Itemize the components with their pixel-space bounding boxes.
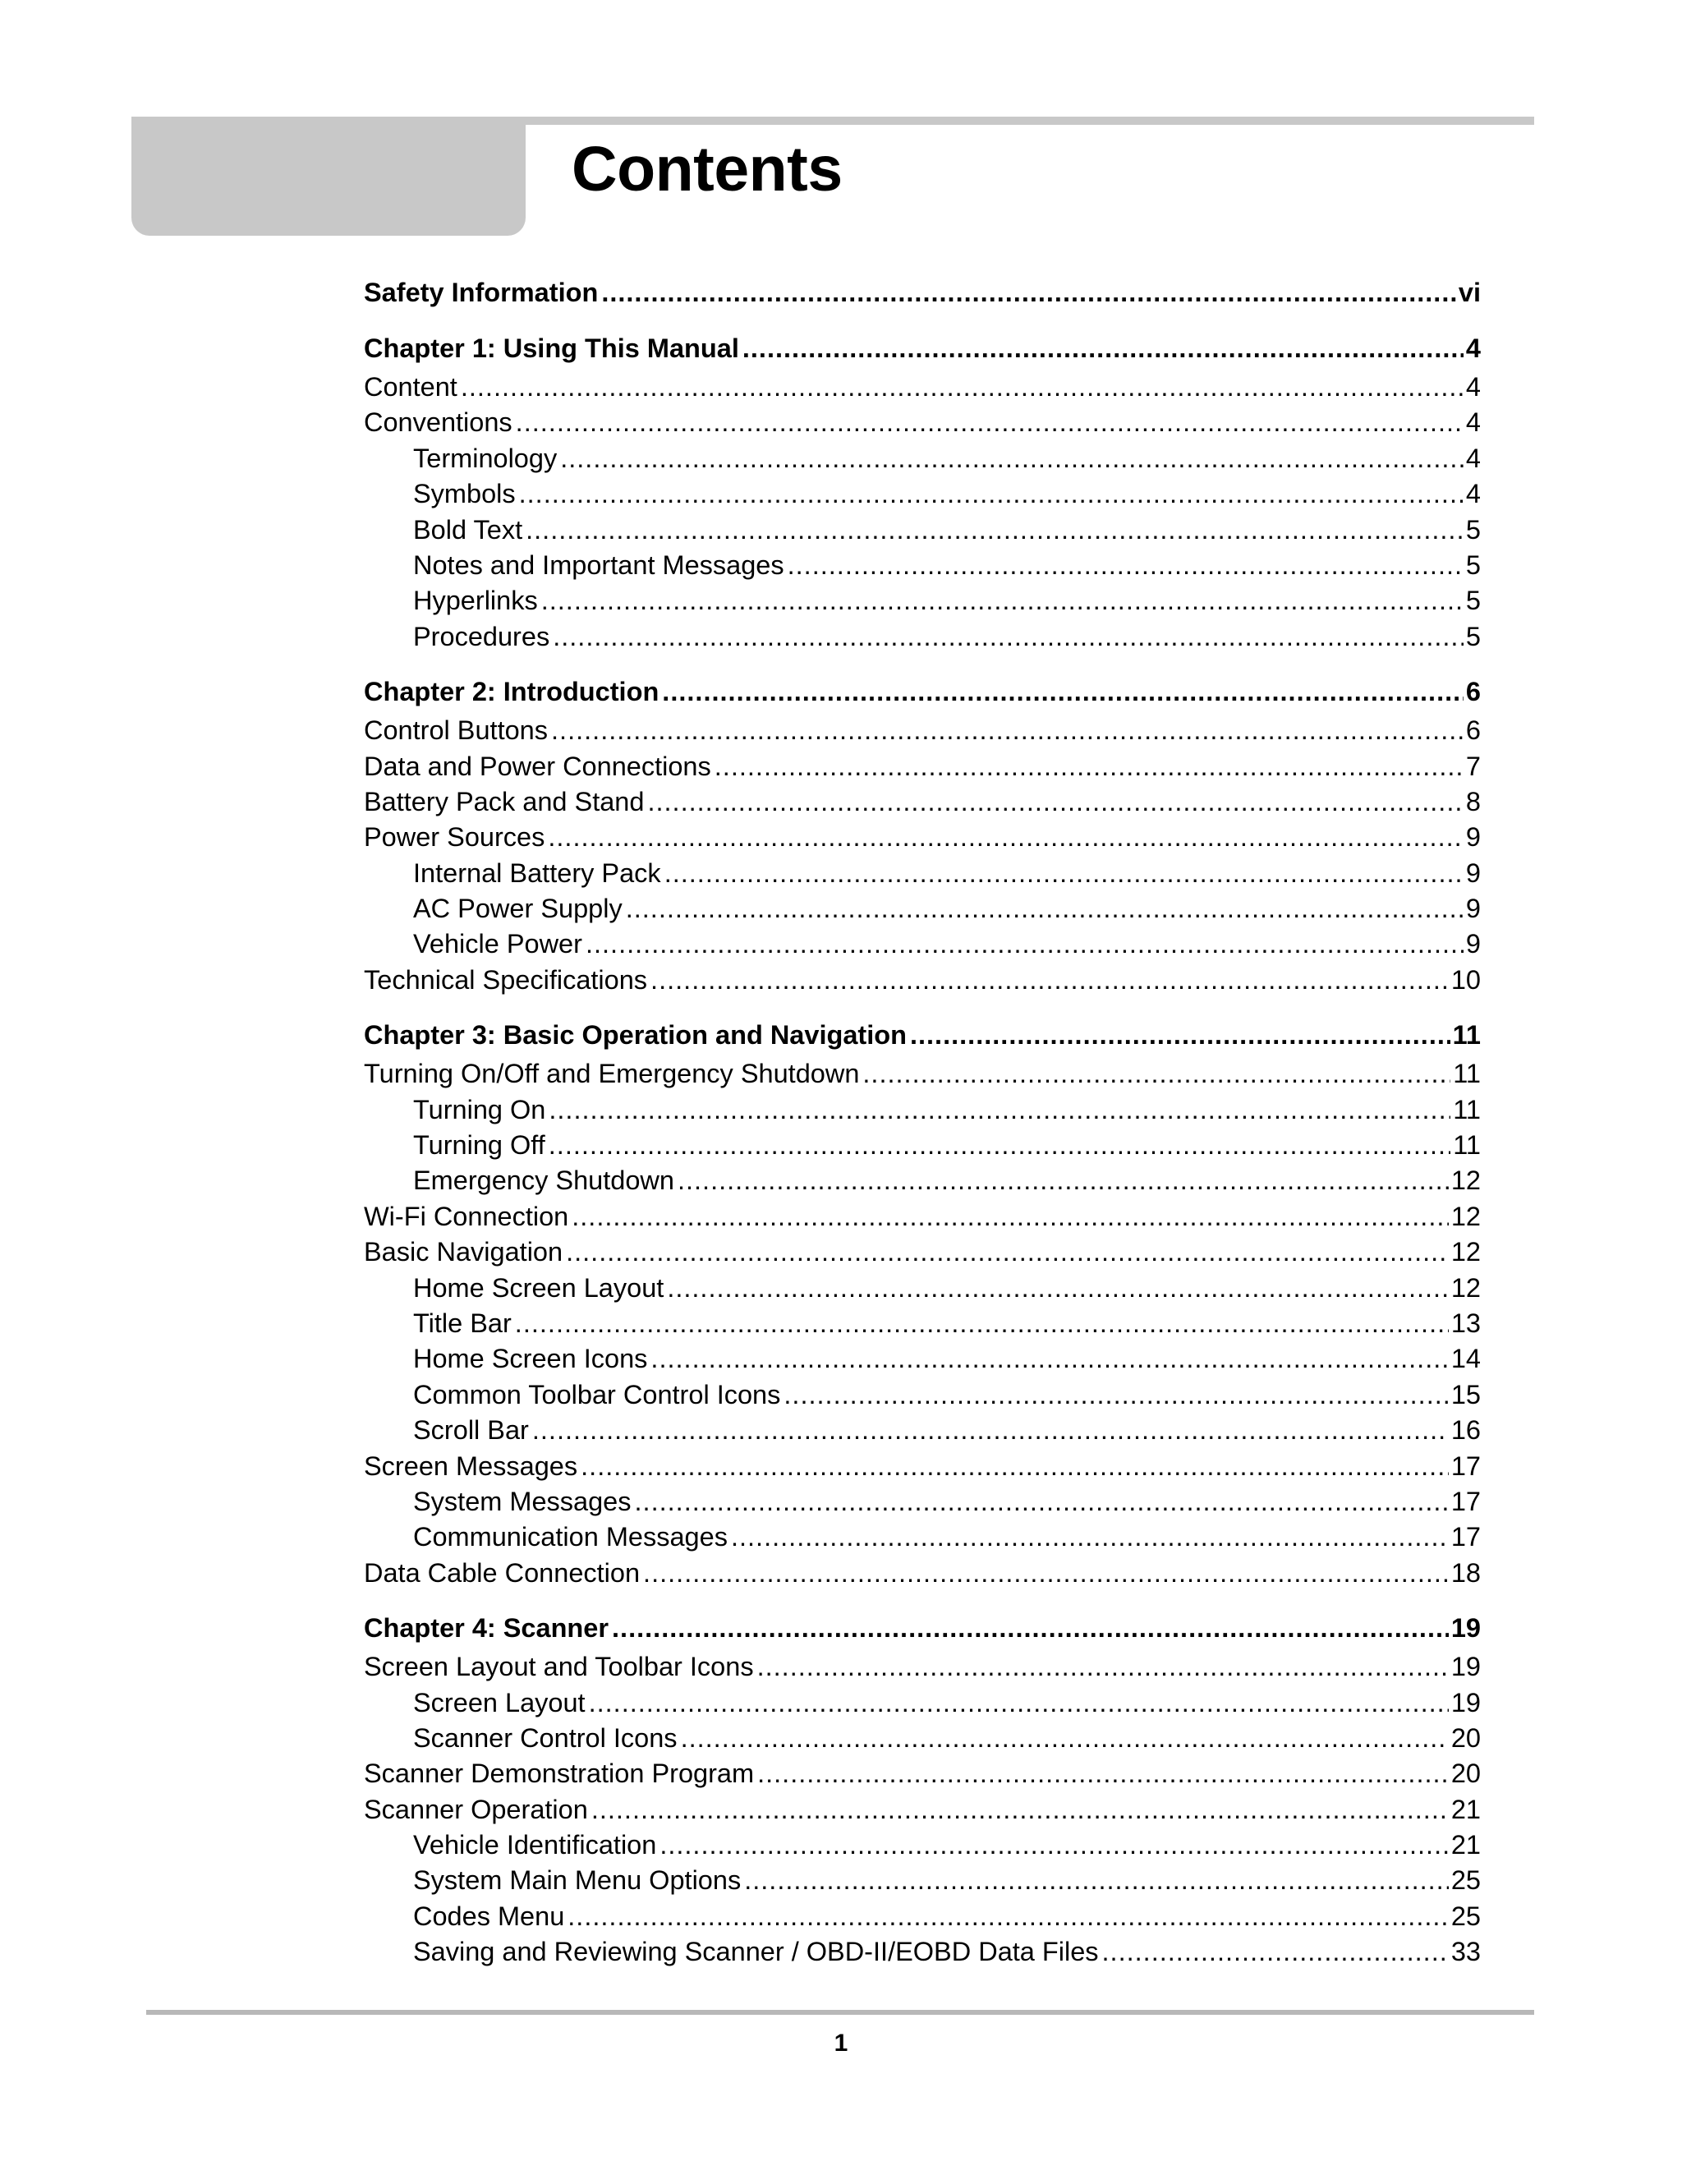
dot-leader — [601, 274, 1456, 311]
toc-page-number: 18 — [1450, 1557, 1481, 1588]
toc-page-number: 5 — [1465, 514, 1481, 545]
toc-entry-content[interactable] — [364, 370, 1481, 405]
toc-entry-chapter-4-scanner[interactable] — [364, 1610, 1481, 1647]
toc-entry-title: Home Screen Icons — [413, 1344, 648, 1374]
dot-leader — [678, 1163, 1449, 1198]
toc-entry-title: Vehicle Power — [413, 929, 582, 959]
toc-entry-title: Technical Specifications — [364, 964, 648, 995]
toc-entry-scroll-bar[interactable] — [364, 1413, 1481, 1448]
dot-leader — [586, 926, 1464, 962]
toc-entry-title: Chapter 2: Introduction — [364, 677, 659, 707]
dot-leader — [626, 891, 1464, 926]
toc-entry-title: Turning Off — [413, 1130, 545, 1161]
dot-leader — [516, 405, 1464, 440]
toc-entry-wi-fi-connection[interactable] — [364, 1199, 1481, 1235]
toc-page-number: 19 — [1450, 1613, 1481, 1644]
toc-page-number: 4 — [1465, 479, 1481, 509]
toc-entry-home-screen-layout[interactable] — [364, 1271, 1481, 1306]
dot-leader — [757, 1649, 1449, 1685]
toc-entry-home-screen-icons[interactable] — [364, 1341, 1481, 1377]
toc-entry-title: Vehicle Identification — [413, 1830, 657, 1860]
dot-leader — [757, 1756, 1449, 1791]
toc-entry-title: Bold Text — [413, 514, 523, 545]
toc-page-number: 10 — [1450, 964, 1481, 995]
toc-page-number: 6 — [1465, 677, 1481, 707]
toc-entry-title: Terminology — [413, 443, 558, 473]
toc-page-number: 19 — [1450, 1687, 1481, 1717]
toc-entry-data-cable-connection[interactable] — [364, 1556, 1481, 1591]
toc-page-number: 9 — [1465, 894, 1481, 924]
toc-entry-title: Power Sources — [364, 822, 545, 853]
toc-entry-title: Turning On — [413, 1094, 546, 1124]
toc-entry-safety-information[interactable] — [364, 274, 1481, 311]
toc-entry-screen-layout[interactable] — [364, 1685, 1481, 1721]
toc-section — [364, 274, 1481, 311]
toc-entry-emergency-shutdown[interactable] — [364, 1163, 1481, 1198]
toc-entry-title: Codes Menu — [413, 1901, 565, 1931]
toc-entry-communication-messages[interactable] — [364, 1520, 1481, 1555]
dot-leader — [662, 674, 1464, 710]
toc-entry-title: Basic Navigation — [364, 1237, 563, 1267]
dot-leader — [589, 1685, 1449, 1721]
toc-entry-title: Title Bar — [413, 1308, 512, 1338]
dot-leader — [681, 1721, 1449, 1756]
dot-leader — [515, 1306, 1449, 1341]
toc-page-number: 17 — [1450, 1522, 1481, 1552]
toc-entry-title: System Main Menu Options — [413, 1865, 742, 1896]
toc-entry-conventions[interactable] — [364, 405, 1481, 440]
dot-leader — [862, 1056, 1450, 1092]
dot-leader — [560, 441, 1464, 476]
toc-entry-bold-text[interactable] — [364, 513, 1481, 548]
dot-leader — [784, 1377, 1448, 1413]
toc-entry-title: Battery Pack and Stand — [364, 786, 645, 816]
dot-leader — [566, 1235, 1449, 1270]
toc-page-number: 13 — [1450, 1308, 1481, 1338]
toc-page-number: 8 — [1465, 786, 1481, 816]
dot-leader — [519, 476, 1464, 512]
toc-page-number: 14 — [1450, 1344, 1481, 1374]
toc-entry-title: Scanner Demonstration Program — [364, 1759, 755, 1789]
toc-entry-title: AC Power Supply — [413, 894, 623, 924]
toc-page-number: 12 — [1450, 1237, 1481, 1267]
dot-leader — [548, 820, 1464, 855]
toc-page-number: 4 — [1465, 333, 1481, 363]
toc-page-number: 11 — [1453, 1094, 1481, 1124]
dot-leader — [650, 963, 1449, 998]
toc-entry-scanner-operation[interactable] — [364, 1792, 1481, 1828]
dot-leader — [635, 1484, 1449, 1520]
toc-entry-title: Screen Layout — [413, 1687, 586, 1717]
toc-entry-title: Data and Power Connections — [364, 751, 711, 781]
dot-leader — [549, 1092, 1450, 1128]
toc-page-number: 5 — [1465, 621, 1481, 651]
toc-page-number: 11 — [1453, 1130, 1481, 1161]
toc-entry-system-messages[interactable] — [364, 1484, 1481, 1520]
dot-leader — [910, 1017, 1450, 1054]
page-title: Contents — [572, 134, 843, 205]
toc-entry-title: Scanner Operation — [364, 1794, 588, 1824]
toc-entry-title: Home Screen Layout — [413, 1272, 664, 1303]
dot-leader — [667, 1271, 1449, 1306]
toc-entry-title: Scanner Control Icons — [413, 1722, 678, 1753]
toc-page-number: 4 — [1465, 407, 1481, 438]
toc-page-number: 20 — [1450, 1722, 1481, 1753]
toc-entry-title: Scroll Bar — [413, 1415, 529, 1446]
toc-entry-title: Conventions — [364, 407, 512, 438]
toc-entry-ac-power-supply[interactable] — [364, 891, 1481, 926]
toc-entry-data-and-power-connections[interactable] — [364, 749, 1481, 784]
toc-entry-title: Saving and Reviewing Scanner / OBD-II/EOBD Data Files — [413, 1937, 1099, 1967]
toc-entry-title: Communication Messages — [413, 1522, 728, 1552]
toc-entry-title: Wi-Fi Connection — [364, 1201, 569, 1231]
table-of-contents — [364, 274, 1481, 1989]
toc-entry-title: Screen Messages — [364, 1451, 578, 1481]
toc-page-number: 17 — [1450, 1486, 1481, 1516]
toc-page-number: 15 — [1450, 1379, 1481, 1409]
toc-entry-chapter-3-basic-operation-and-navigation[interactable] — [364, 1017, 1481, 1054]
dot-leader — [541, 583, 1464, 618]
toc-page-number: 12 — [1450, 1166, 1481, 1196]
dot-leader — [526, 513, 1464, 548]
toc-page-number: 4 — [1465, 372, 1481, 402]
dot-leader — [788, 548, 1464, 583]
toc-entry-title: Turning On/Off and Emergency Shutdown — [364, 1059, 860, 1089]
toc-page-number: 9 — [1465, 822, 1481, 853]
toc-entry-power-sources[interactable] — [364, 820, 1481, 855]
toc-page-number: 12 — [1450, 1201, 1481, 1231]
toc-entry-scanner-demonstration-program[interactable] — [364, 1756, 1481, 1791]
toc-entry-common-toolbar-control-icons[interactable] — [364, 1377, 1481, 1413]
toc-entry-procedures[interactable] — [364, 619, 1481, 655]
header-tab-block — [131, 117, 526, 236]
toc-entry-title: Notes and Important Messages — [413, 549, 784, 580]
dot-leader — [650, 1341, 1448, 1377]
toc-page-number: 21 — [1450, 1830, 1481, 1860]
toc-entry-screen-layout-and-toolbar-icons[interactable] — [364, 1649, 1481, 1685]
toc-page-number: 9 — [1465, 929, 1481, 959]
toc-page-number: 5 — [1465, 549, 1481, 580]
dot-leader — [742, 330, 1464, 367]
footer-rule — [146, 2010, 1534, 2015]
dot-leader — [744, 1863, 1449, 1898]
toc-page-number: 12 — [1450, 1272, 1481, 1303]
toc-page-number: 25 — [1450, 1865, 1481, 1896]
toc-entry-title: Control Buttons — [364, 715, 549, 746]
toc-entry-screen-messages[interactable] — [364, 1449, 1481, 1484]
toc-entry-title: Symbols — [413, 479, 516, 509]
toc-entry-title: System Messages — [413, 1486, 632, 1516]
toc-section — [364, 330, 1481, 655]
toc-page-number: 5 — [1465, 586, 1481, 616]
dot-leader — [731, 1520, 1449, 1555]
dot-leader — [551, 713, 1464, 748]
dot-leader — [549, 1128, 1450, 1163]
toc-entry-title-bar[interactable] — [364, 1306, 1481, 1341]
toc-page-number: 20 — [1450, 1759, 1481, 1789]
dot-leader — [581, 1449, 1449, 1484]
dot-leader — [664, 856, 1464, 891]
toc-entry-title: Hyperlinks — [413, 586, 538, 616]
toc-entry-notes-and-important-messages[interactable] — [364, 548, 1481, 583]
dot-leader — [612, 1610, 1449, 1647]
toc-page-number: 16 — [1450, 1415, 1481, 1446]
toc-entry-title: Safety Information — [364, 278, 599, 307]
toc-entry-title: Emergency Shutdown — [413, 1166, 674, 1196]
toc-entry-hyperlinks[interactable] — [364, 583, 1481, 618]
toc-page-number: 19 — [1450, 1652, 1481, 1682]
toc-entry-basic-navigation[interactable] — [364, 1235, 1481, 1270]
toc-section — [364, 1610, 1481, 1970]
toc-page-number: 11 — [1453, 1059, 1481, 1089]
toc-entry-symbols[interactable] — [364, 476, 1481, 512]
dot-leader — [1102, 1934, 1449, 1970]
toc-entry-chapter-1-using-this-manual[interactable] — [364, 330, 1481, 367]
toc-entry-title: Content — [364, 372, 457, 402]
dot-leader — [532, 1413, 1449, 1448]
toc-entry-title: Common Toolbar Control Icons — [413, 1379, 781, 1409]
toc-page-number: 25 — [1450, 1901, 1481, 1931]
toc-entry-system-main-menu-options[interactable] — [364, 1863, 1481, 1898]
toc-page-number: 4 — [1465, 443, 1481, 473]
toc-entry-vehicle-power[interactable] — [364, 926, 1481, 962]
dot-leader — [659, 1828, 1449, 1863]
toc-section — [364, 1017, 1481, 1591]
toc-page-number: vi — [1458, 278, 1481, 307]
dot-leader — [572, 1199, 1449, 1235]
toc-entry-saving-and-reviewing-scanner-obd-ii-eobd-data-files[interactable] — [364, 1934, 1481, 1970]
toc-entry-vehicle-identification[interactable] — [364, 1828, 1481, 1863]
toc-entry-internal-battery-pack[interactable] — [364, 856, 1481, 891]
toc-entry-scanner-control-icons[interactable] — [364, 1721, 1481, 1756]
toc-page-number: 21 — [1450, 1794, 1481, 1824]
page-number: 1 — [834, 2030, 848, 2057]
toc-entry-turning-on-off-and-emergency-shutdown[interactable] — [364, 1056, 1481, 1092]
toc-entry-title: Chapter 1: Using This Manual — [364, 333, 739, 363]
toc-entry-turning-on[interactable] — [364, 1092, 1481, 1128]
toc-entry-codes-menu[interactable] — [364, 1899, 1481, 1934]
dot-leader — [461, 370, 1464, 405]
dot-leader — [553, 619, 1464, 655]
toc-entry-technical-specifications[interactable] — [364, 963, 1481, 998]
toc-entry-title: Procedures — [413, 621, 550, 651]
toc-entry-title: Internal Battery Pack — [413, 858, 661, 888]
toc-entry-control-buttons[interactable] — [364, 713, 1481, 748]
toc-entry-title: Chapter 3: Basic Operation and Navigation — [364, 1020, 907, 1051]
toc-entry-battery-pack-and-stand[interactable] — [364, 784, 1481, 820]
toc-page-number: 33 — [1450, 1937, 1481, 1967]
dot-leader — [643, 1556, 1449, 1591]
toc-entry-terminology[interactable] — [364, 441, 1481, 476]
toc-entry-title: Chapter 4: Scanner — [364, 1613, 609, 1644]
toc-entry-chapter-2-introduction[interactable] — [364, 674, 1481, 710]
toc-entry-title: Data Cable Connection — [364, 1557, 641, 1588]
dot-leader — [715, 749, 1464, 784]
toc-page-number: 9 — [1465, 858, 1481, 888]
toc-page-number: 17 — [1450, 1451, 1481, 1481]
toc-page-number: 7 — [1465, 751, 1481, 781]
toc-section — [364, 674, 1481, 998]
dot-leader — [591, 1792, 1449, 1828]
toc-page-number: 11 — [1452, 1020, 1481, 1051]
dot-leader — [647, 784, 1463, 820]
toc-entry-turning-off[interactable] — [364, 1128, 1481, 1163]
toc-page-number: 6 — [1465, 715, 1481, 746]
dot-leader — [568, 1899, 1449, 1934]
toc-entry-title: Screen Layout and Toolbar Icons — [364, 1652, 754, 1682]
